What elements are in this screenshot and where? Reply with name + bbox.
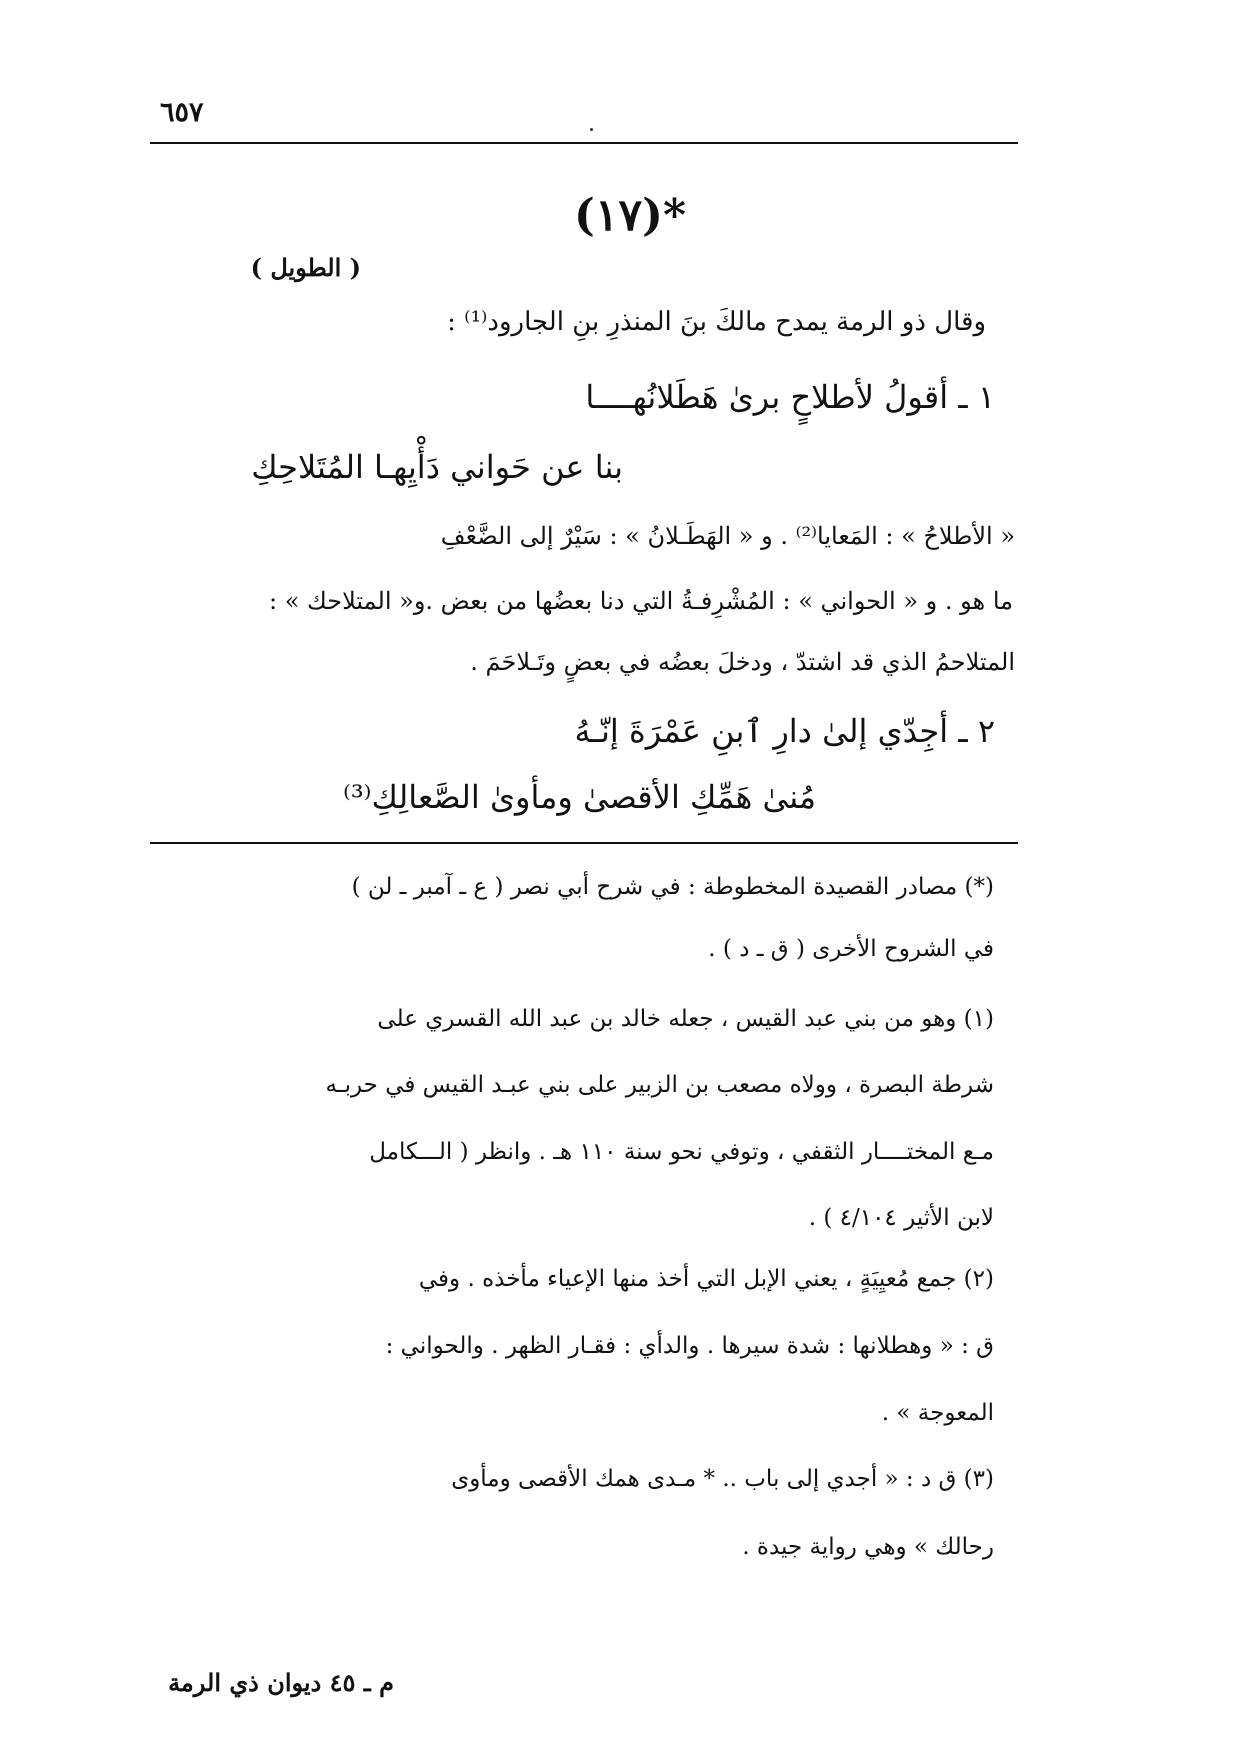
- verse-2-first-hemistich: ٢ ـ أجِدّي إلىٰ دارِ ٱبنِ عَمْرَةَ إنّـهُ: [574, 712, 995, 750]
- footnote-line: (٣) ق د : « أجدي إلى باب .. * مـدى همك الأقصى ومأوى: [451, 1466, 994, 1492]
- poem-number: *(١٧): [574, 190, 686, 241]
- footnote-line: في الشروح الأخرى ( ق ـ د ) .: [708, 936, 994, 962]
- verse-1-second-hemistich: بنا عن حَواني دَأْيِهـا المُتَلاحِكِ: [251, 448, 623, 486]
- footnote-line: رحالك » وهي رواية جيدة .: [742, 1534, 994, 1560]
- footnote-line: (٢) جمع مُعيِيَةٍ ، يعني الإبل التي أخذ منها الإعياء مأخذه . وفي: [418, 1266, 994, 1292]
- page-number: ٦٥٧: [160, 97, 204, 128]
- header-dot: [590, 128, 593, 131]
- footnote-line: شرطة البصرة ، وولاه مصعب بن الزبير على بني عبـد القيس في حربـه: [325, 1072, 994, 1098]
- footnote-line: المعوجة » .: [881, 1400, 994, 1426]
- poem-meter: ( الطويل ): [250, 253, 361, 282]
- footnote-rule: [150, 842, 1018, 844]
- commentary-line: ما هو . و « الحواني » : المُشْرِفـةُ التي دنا بعضُها من بعض .و« المتلاحك » :: [269, 587, 1013, 615]
- footnote-line: ق : « وهطلانها : شدة سيرها . والدأي : فقـار الظهر . والحواني :: [385, 1333, 994, 1359]
- footnote-line: لابن الأثير ٤/١٠٤ ) .: [808, 1205, 994, 1231]
- book-signature: م ـ ٤٥ ديوان ذي الرمة: [168, 1668, 394, 1697]
- footnote-line: (*) مصادر القصيدة المخطوطة : في شرح أبي نصر ( ع ـ آمبر ـ لن ): [351, 874, 994, 900]
- commentary-line: « الأطلاحُ » : المَعايا⁽²⁾ . و « الهَطَـلانُ » : سَيْرٌ إلى الضَّعْفِ: [440, 522, 1015, 550]
- verse-2-second-hemistich: مُنىٰ هَمِّكِ الأقصىٰ ومأوىٰ الصَّعالِكِ⁽³⁾: [342, 778, 816, 816]
- poem-intro: وقال ذو الرمة يمدح مالكَ بنَ المنذرِ بنِ الجارود⁽¹⁾ :: [447, 307, 986, 337]
- verse-1-first-hemistich: ١ ـ أقولُ لأطلاحٍ برىٰ هَطَلانُهــــا: [585, 378, 995, 416]
- header-rule: [150, 142, 1018, 144]
- commentary-line: المتلاحمُ الذي قد اشتدّ ، ودخلَ بعضُه في بعضٍ وتَـلاحَمَ .: [470, 648, 1015, 676]
- footnote-line: مـع المختــــار الثقفي ، وتوفي نحو سنة ١١٠ هـ . وانظر ( الـــكامل: [369, 1139, 994, 1165]
- footnote-line: (١) وهو من بني عبد القيس ، جعله خالد بن عبد الله القسري على: [377, 1006, 994, 1032]
